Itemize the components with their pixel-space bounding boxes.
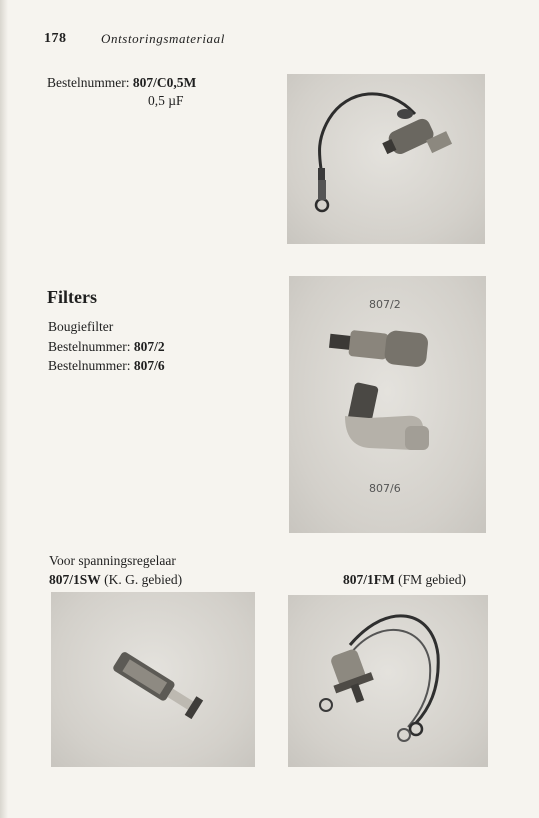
- regulator-fm-photo: [288, 595, 488, 767]
- order-number: 807/C0,5M: [132, 75, 197, 90]
- fm-filter-illustration: [288, 595, 488, 767]
- order-number: 807/1FM: [343, 572, 395, 587]
- order-label: Bestelnummer:: [47, 75, 130, 90]
- filters-photo: [289, 276, 486, 533]
- section-title: Ontstoringsmateriaal: [101, 31, 225, 46]
- bougiefilter-label: Bougiefilter: [48, 319, 114, 334]
- page-edge: [0, 0, 8, 818]
- area-note: (K. G. gebied): [104, 572, 183, 587]
- condenser-photo: [287, 74, 485, 244]
- regulator-left-title: [49, 572, 182, 588]
- filters-heading: Filters: [47, 287, 97, 307]
- condenser-order-line: [47, 75, 196, 91]
- order-number: 807/6: [133, 358, 165, 373]
- page-number: 178: [44, 31, 67, 46]
- regulator-sw-photo: [51, 592, 255, 767]
- filter-order-line-2: [48, 358, 165, 374]
- sw-filter-illustration: [51, 592, 255, 767]
- area-note: (FM gebied): [398, 572, 466, 587]
- order-label: Bestelnummer:: [48, 358, 131, 373]
- condenser-illustration: [287, 74, 485, 244]
- photo-caption-807-2: 807/2: [369, 298, 401, 311]
- regulator-right-title: [343, 572, 466, 588]
- order-number: 807/2: [133, 339, 165, 354]
- filter-order-line-1: [48, 339, 165, 355]
- photo-caption-807-6: 807/6: [369, 482, 401, 495]
- capacitance-value: 0,5 µF: [148, 93, 184, 108]
- order-label: Bestelnummer:: [48, 339, 131, 354]
- order-number: 807/1SW: [49, 572, 101, 587]
- regulator-intro: Voor spanningsregelaar: [49, 553, 176, 568]
